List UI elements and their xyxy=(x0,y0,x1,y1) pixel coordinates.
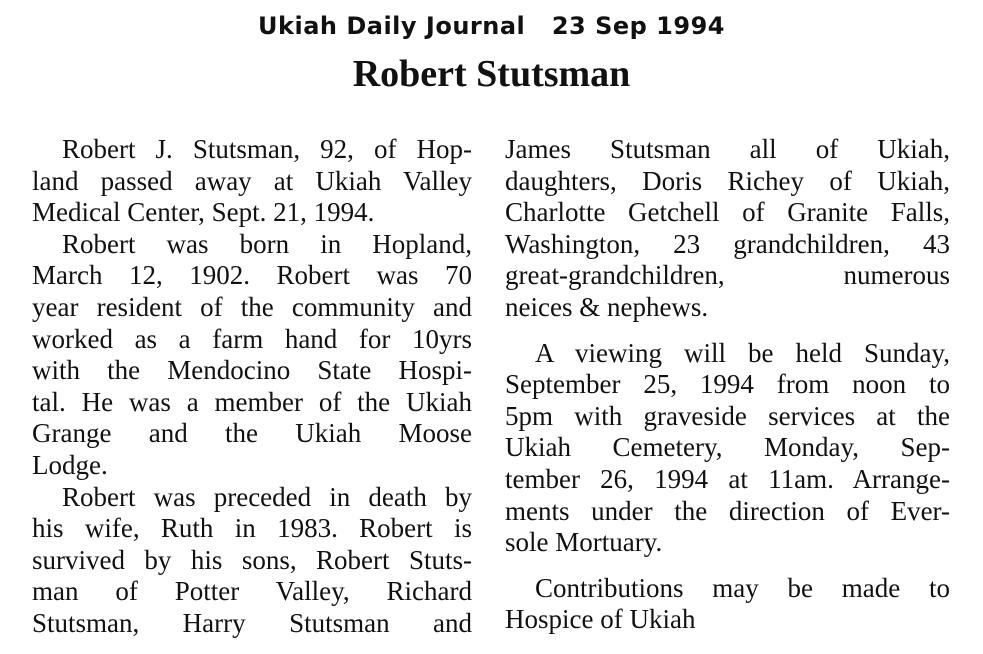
left-column xyxy=(32,134,472,640)
text-line: Robert was preceded in death by xyxy=(62,481,472,512)
text-line: Washington, 23 grandchildren, 43 xyxy=(505,228,950,259)
text-line: with the Mendocino State Hospi- xyxy=(32,355,472,386)
text-line: 5pm with graveside services at the xyxy=(505,400,950,431)
text-line: Charlotte Getchell of Granite Falls, xyxy=(505,197,950,228)
text-line: survived by his sons, Robert Stuts- xyxy=(32,544,472,575)
article-title: Robert Stutsman xyxy=(352,53,631,95)
text-line: ments under the direction of Ever- xyxy=(505,495,950,526)
text-line: man of Potter Valley, Richard xyxy=(32,576,472,607)
text-line: daughters, Doris Richey of Ukiah, xyxy=(505,165,950,196)
text-line: year resident of the community and xyxy=(32,291,472,322)
text-line: Medical Center, Sept. 21, 1994. xyxy=(32,197,375,228)
text-line: Lodge. xyxy=(32,449,108,480)
text-line: his wife, Ruth in 1983. Robert is xyxy=(32,513,472,544)
text-line: worked as a farm hand for 10yrs xyxy=(32,323,472,354)
text-line: Stutsman, Harry Stutsman and xyxy=(32,607,472,638)
right-column xyxy=(505,134,950,636)
text-line: great-grandchildren, numerous xyxy=(505,260,950,291)
text-line: James Stutsman all of Ukiah, xyxy=(505,134,950,164)
text-line: land passed away at Ukiah Valley xyxy=(32,165,472,196)
paragraph-gap xyxy=(505,559,950,573)
text-line: March 12, 1902. Robert was 70 xyxy=(32,260,472,291)
text-line: Ukiah Cemetery, Monday, Sep- xyxy=(505,432,950,463)
text-line: neices & nephews. xyxy=(505,291,709,322)
text-line: Robert J. Stutsman, 92, of Hop- xyxy=(62,134,472,164)
paragraph-gap xyxy=(505,324,950,338)
text-line: sole Mortuary. xyxy=(505,527,663,558)
text-line: September 25, 1994 from noon to xyxy=(505,369,950,400)
source-header: Ukiah Daily Journal 23 Sep 1994 xyxy=(258,12,725,40)
text-line: Contributions may be made to xyxy=(535,572,950,603)
text-line: tember 26, 1994 at 11am. Arrange- xyxy=(505,463,950,494)
text-line: tal. He was a member of the Ukiah xyxy=(32,386,472,417)
text-line: A viewing will be held Sunday, xyxy=(535,337,950,368)
text-line: Robert was born in Hopland, xyxy=(62,228,472,259)
text-line: Grange and the Ukiah Moose xyxy=(32,418,472,449)
text-line: Hospice of Ukiah xyxy=(505,604,696,635)
